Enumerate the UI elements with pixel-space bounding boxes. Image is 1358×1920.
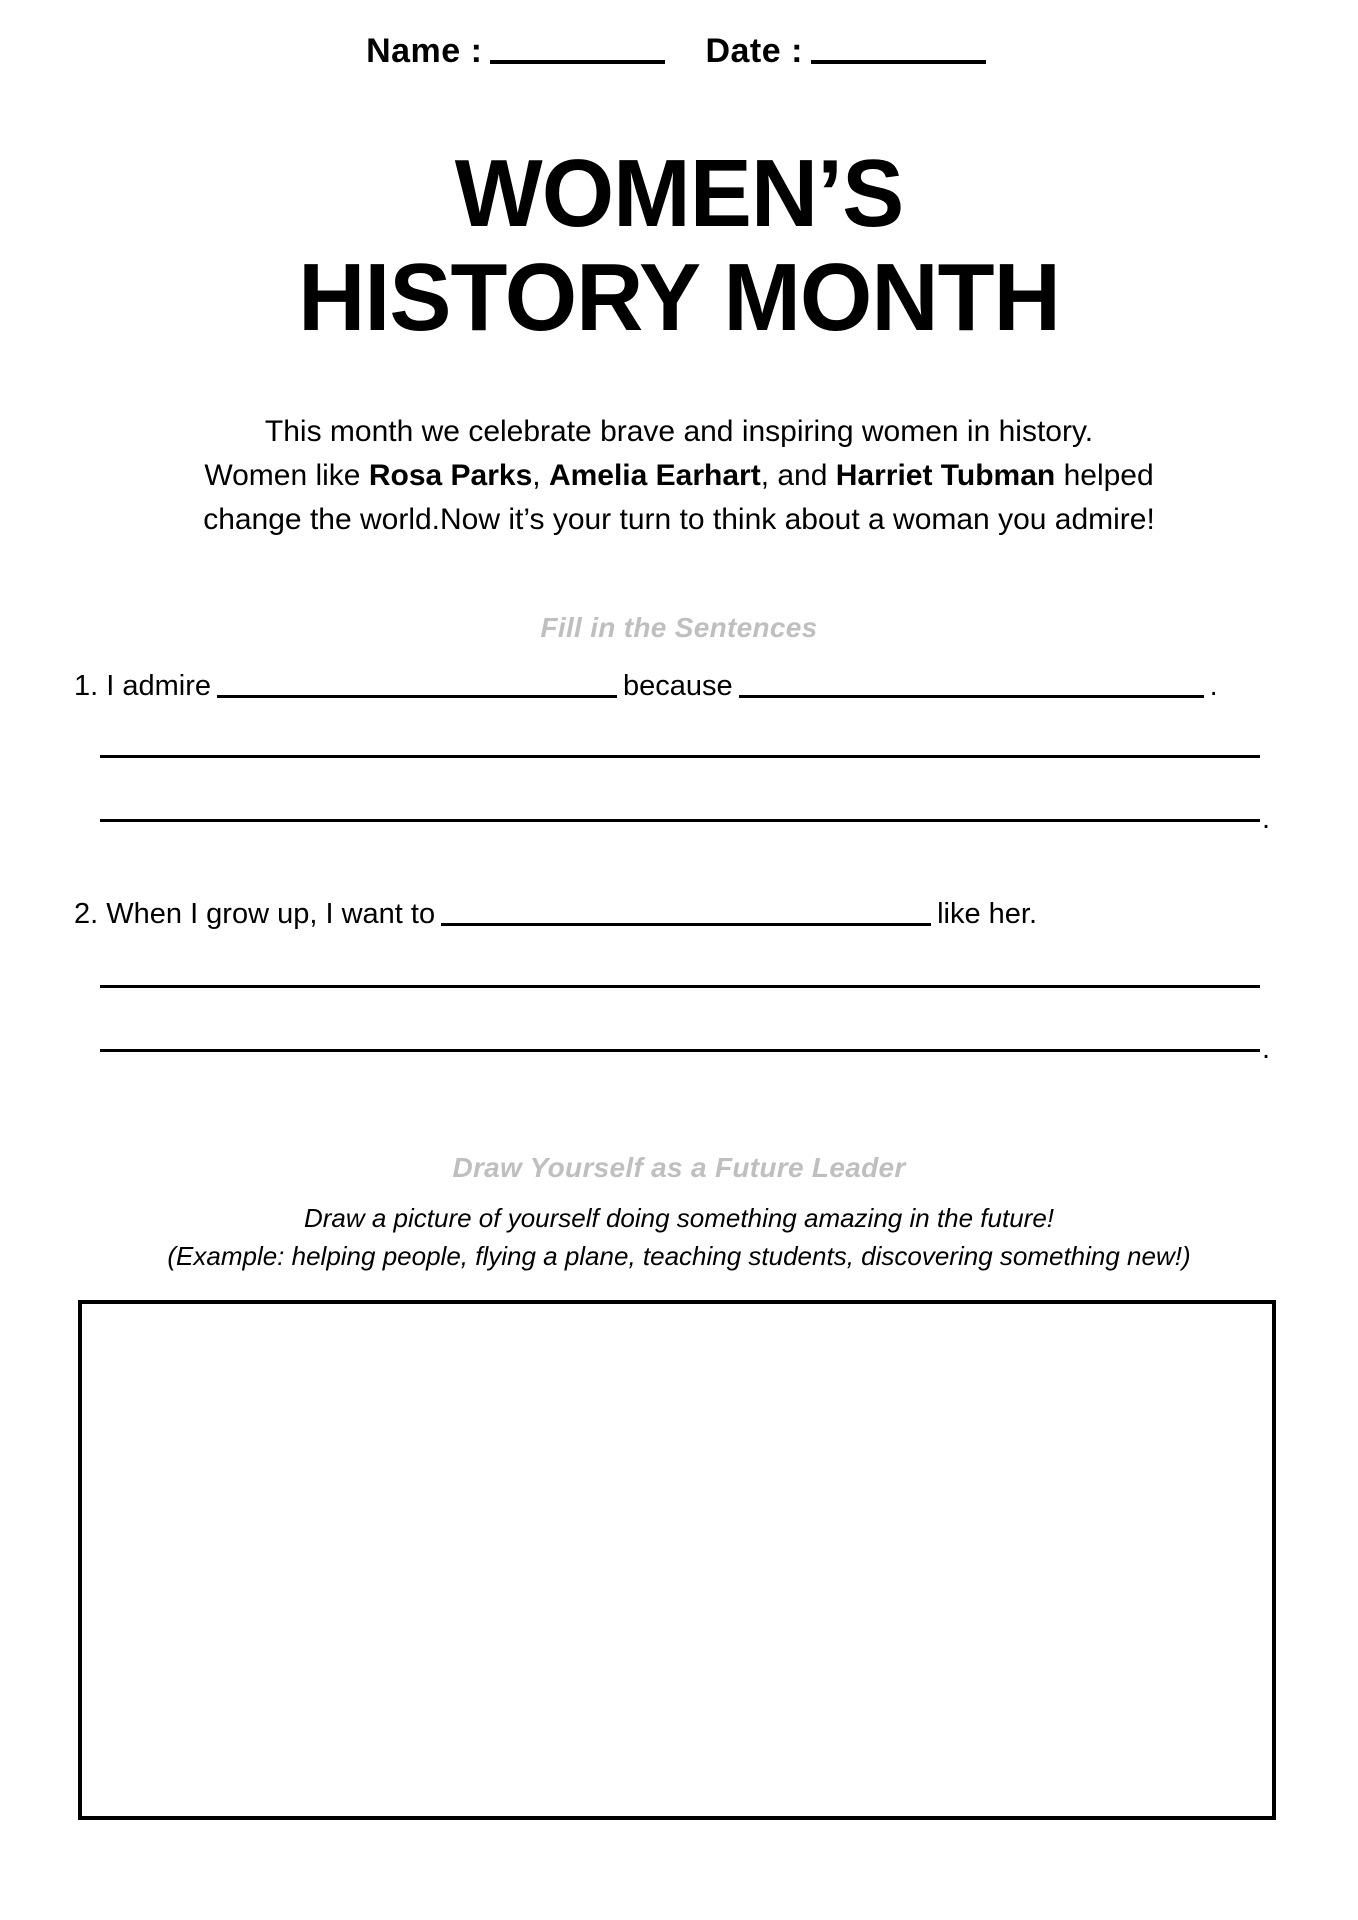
intro-paragraph <box>0 410 1358 542</box>
name-input-blank[interactable] <box>490 32 665 64</box>
figure-name-amelia-earhart: Amelia Earhart <box>548 459 761 493</box>
question-1-blank-a[interactable] <box>217 673 617 698</box>
question-2-text-b: like her. <box>937 898 1038 930</box>
question-1-writing-line-1[interactable] <box>100 755 1260 758</box>
draw-instruction-line-1: Draw a picture of yourself doing something amazing in the future! <box>303 1203 1055 1233</box>
title-line-1: WOMEN’S <box>454 140 904 247</box>
intro-line-3: change the world.Now it’s your turn to think about a woman you admire! <box>203 503 1155 537</box>
question-1 <box>74 672 1218 701</box>
intro-line-1: This month we celebrate brave and inspiring women in history. <box>264 415 1094 448</box>
question-2-number: 2. <box>74 898 99 930</box>
figure-name-harriet-tubman: Harriet Tubman <box>835 459 1056 493</box>
date-input-blank[interactable] <box>811 32 986 64</box>
question-2 <box>74 900 1037 929</box>
question-2-blank-a[interactable] <box>441 901 931 926</box>
question-2-text-a: When I grow up, I want to <box>106 898 436 930</box>
date-label: Date : <box>705 32 803 70</box>
page-title <box>0 140 1358 351</box>
question-1-text-b: because <box>623 670 733 702</box>
intro-separator-1: , <box>532 459 549 493</box>
figure-name-rosa-parks: Rosa Parks <box>368 459 533 493</box>
section-heading-fill-in-the-sentences: Fill in the Sentences <box>540 612 818 643</box>
question-1-writing-line-2[interactable] <box>100 819 1260 822</box>
intro-separator-2: , and <box>760 459 836 493</box>
question-1-text-a: I admire <box>106 670 212 702</box>
section-heading-draw-yourself-as-a-future-leader: Draw Yourself as a Future Leader <box>452 1152 906 1183</box>
question-1-period: . <box>1209 670 1218 702</box>
drawing-area-box[interactable] <box>78 1300 1276 1820</box>
draw-instruction-line-2: (Example: helping people, flying a plane, teaching students, discovering something new!) <box>167 1240 1191 1271</box>
question-1-number: 1. <box>74 670 99 702</box>
title-line-2: HISTORY MONTH <box>298 244 1060 351</box>
question-2-writing-line-1[interactable] <box>100 985 1260 988</box>
intro-line-2-suffix: helped <box>1055 459 1154 493</box>
name-label: Name : <box>366 32 483 70</box>
intro-line-2 <box>0 454 1358 498</box>
intro-line-2-prefix: Women like <box>204 459 369 493</box>
question-1-blank-b[interactable] <box>739 673 1204 698</box>
name-date-header <box>0 32 1358 71</box>
draw-instructions <box>0 1200 1358 1275</box>
question-2-writing-line-2[interactable] <box>100 1049 1260 1052</box>
worksheet-page: Name : Date : WOMEN’S HISTORY MONTH This month we celebrate brave and inspiring women in history. Women like Rosa Parks, Amelia Earhart, and Harriet Tubman helped change the world.Now it’s your turn to think about a woman you admire! Fill in the Sentences 1. I admire because . . 2. When I grow up, I want to like her. . Draw Yourself as a Future Leader Draw a picture of yourself doing something amazing in the future! (Example: helping people, flying a plane, teaching students, discovering something new!) <box>0 0 1358 1920</box>
